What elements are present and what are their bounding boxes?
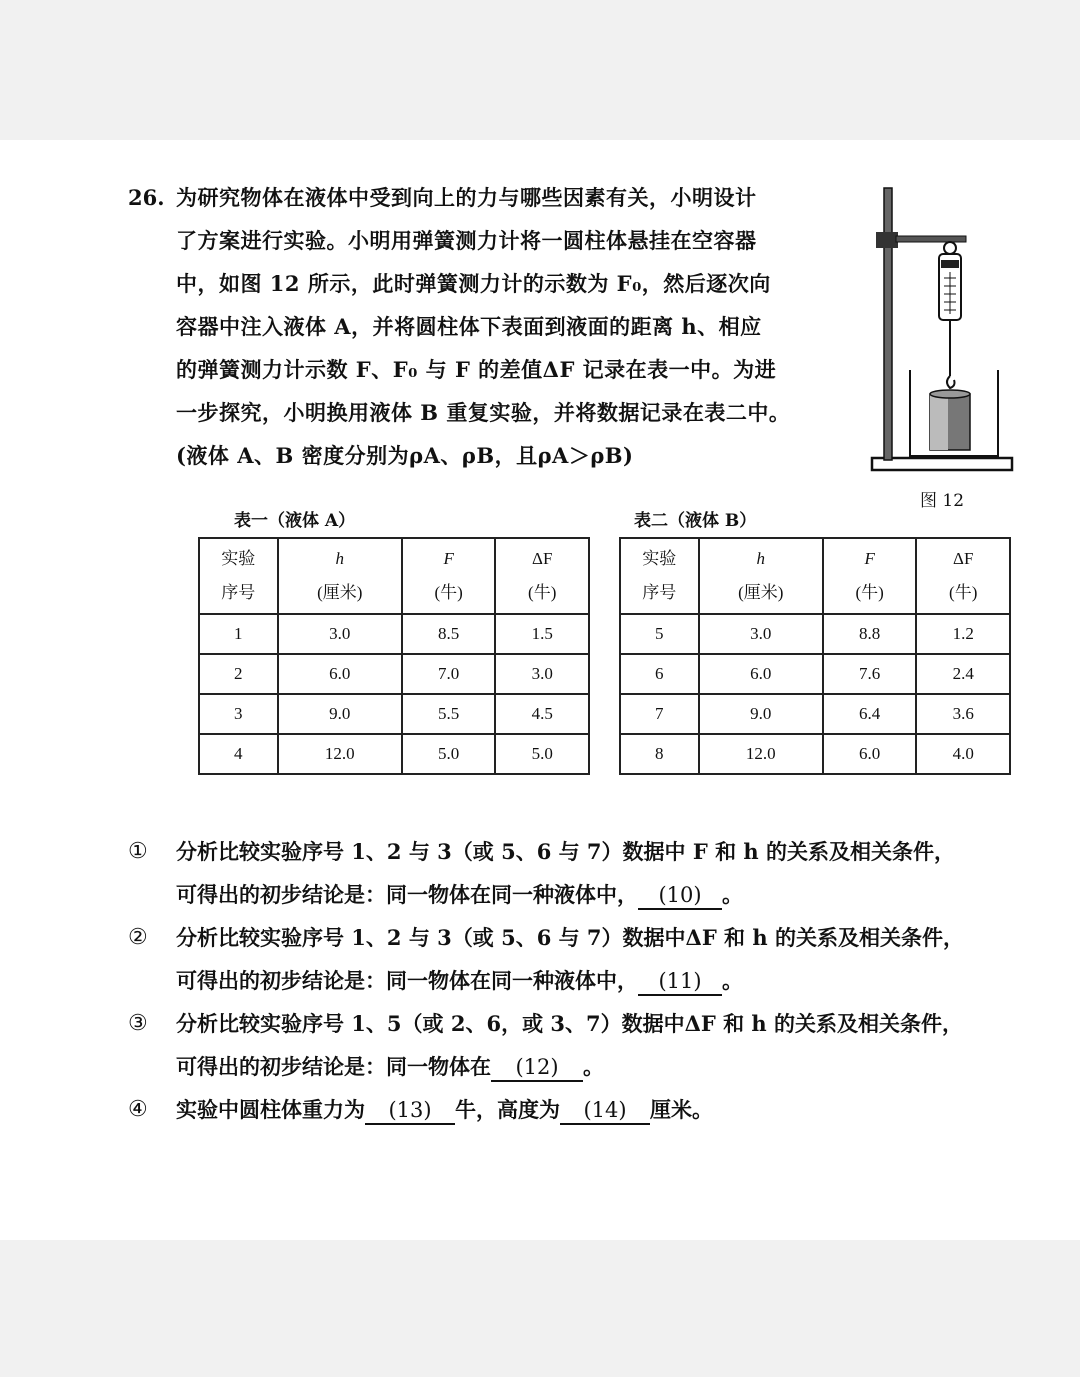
subquestion-3 (128, 1002, 1048, 1088)
table-row (199, 614, 589, 654)
subquestion-line: 可得出的初步结论是：同一物体在 (12) 。 (176, 1045, 1048, 1088)
table-cell: 1.2 (916, 614, 1010, 654)
table-cell: 6.0 (699, 654, 823, 694)
table-row (199, 654, 589, 694)
subquestion-2 (128, 916, 1048, 1002)
table-cell: 7.6 (823, 654, 917, 694)
table-cell: 7 (620, 694, 699, 734)
table-cell: 3.6 (916, 694, 1010, 734)
table-row (199, 734, 589, 774)
stem-line: 了方案进行实验。小明用弹簧测力计将一圆柱体悬挂在空容器 (176, 228, 757, 253)
arm-hook (944, 242, 956, 254)
stem-line: 容器中注入液体 A，并将圆柱体下表面到液面的距离 h、相应 (176, 314, 762, 339)
stand-base (872, 458, 1012, 470)
table-row (620, 614, 1010, 654)
table-cell: 5.5 (402, 694, 496, 734)
table-cell: 5.0 (495, 734, 589, 774)
table-cell: 8 (620, 734, 699, 774)
table2-caption: 表二（液体 B） (634, 511, 757, 531)
subquestion-line: 可得出的初步结论是：同一物体在同一种液体中， (11) 。 (176, 959, 1048, 1002)
stand-rod (884, 188, 892, 460)
answer-blank[interactable]: (12) (491, 1054, 583, 1082)
subquestion-marker: ④ (128, 1097, 148, 1122)
table-header-row (620, 538, 1010, 614)
table-row (199, 694, 589, 734)
table-cell: 6.0 (823, 734, 917, 774)
table-cell: 6.0 (278, 654, 402, 694)
table1-caption: 表一（液体 A） (234, 511, 356, 531)
table-cell: 4.0 (916, 734, 1010, 774)
subquestion-line: 分析比较实验序号 1、5（或 2、6，或 3、7）数据中ΔF 和 h 的关系及相关条件， (176, 1011, 964, 1036)
header-cell: 实验 序号 (620, 538, 699, 614)
subquestion-4 (128, 1088, 1048, 1131)
table-cell: 9.0 (699, 694, 823, 734)
table-cell: 12.0 (699, 734, 823, 774)
figure-caption: 图 12 (920, 491, 965, 511)
header-cell: h (厘米) (699, 538, 823, 614)
table-cell: 3.0 (699, 614, 823, 654)
table-cell: 4 (199, 734, 278, 774)
subquestion-marker: ③ (128, 1011, 148, 1036)
header-cell: ΔF (牛) (916, 538, 1010, 614)
stem-line: 的弹簧测力计示数 F、F₀ 与 F 的差值ΔF 记录在表一中。为进 (176, 357, 777, 382)
stand-clamp (876, 232, 898, 248)
figure-12-apparatus (860, 180, 1020, 520)
header-cell: h (厘米) (278, 538, 402, 614)
subquestion-marker: ① (128, 839, 148, 864)
table-cell: 2.4 (916, 654, 1010, 694)
table-cell: 5 (620, 614, 699, 654)
header-cell: F (牛) (402, 538, 496, 614)
table-row (620, 734, 1010, 774)
table-cell: 3.0 (278, 614, 402, 654)
table2 (619, 537, 1011, 775)
table-cell: 8.5 (402, 614, 496, 654)
table-cell: 3 (199, 694, 278, 734)
header-cell: 实验 序号 (199, 538, 278, 614)
stem-line: 为研究物体在液体中受到向上的力与哪些因素有关，小明设计 (176, 185, 757, 210)
question-stem (128, 176, 848, 477)
table-cell: 1 (199, 614, 278, 654)
answer-blank[interactable]: (14) (560, 1097, 650, 1125)
table-cell: 8.8 (823, 614, 917, 654)
answer-blank[interactable]: (11) (638, 968, 722, 996)
answer-blank[interactable]: (10) (638, 882, 722, 910)
header-cell: ΔF (牛) (495, 538, 589, 614)
stem-line: 一步探究，小明换用液体 B 重复实验，并将数据记录在表二中。 (176, 400, 791, 425)
table-cell: 1.5 (495, 614, 589, 654)
table-cell: 4.5 (495, 694, 589, 734)
table-cell: 2 (199, 654, 278, 694)
table-cell: 5.0 (402, 734, 496, 774)
table-cell: 3.0 (495, 654, 589, 694)
header-cell: F (牛) (823, 538, 917, 614)
stem-line: (液体 A、B 密度分别为ρA、ρB，且ρA＞ρB) (176, 443, 634, 468)
table-cell: 6 (620, 654, 699, 694)
table1 (198, 537, 590, 775)
answer-blank[interactable]: (13) (365, 1097, 455, 1125)
subquestion-line: 分析比较实验序号 1、2 与 3（或 5、6 与 7）数据中 F 和 h 的关系及相关条件， (176, 839, 955, 864)
table-cell: 9.0 (278, 694, 402, 734)
subquestion-line: 可得出的初步结论是：同一物体在同一种液体中， (10) 。 (176, 873, 1048, 916)
table-row (620, 694, 1010, 734)
table-row (620, 654, 1010, 694)
subquestion-marker: ② (128, 925, 148, 950)
table-cell: 6.4 (823, 694, 917, 734)
subquestion-line: 分析比较实验序号 1、2 与 3（或 5、6 与 7）数据中ΔF 和 h 的关系及相关条件， (176, 925, 964, 950)
stem-line: 中，如图 12 所示，此时弹簧测力计的示数为 F₀，然后逐次向 (176, 271, 771, 296)
table-cell: 7.0 (402, 654, 496, 694)
stand-arm (896, 236, 966, 242)
question-number: 26. (128, 185, 165, 210)
subquestion-1 (128, 830, 1048, 916)
table-header-row (199, 538, 589, 614)
table-cell: 12.0 (278, 734, 402, 774)
subquestion-line: 实验中圆柱体重力为 (13) 牛，高度为 (14) 厘米。 (176, 1088, 1048, 1131)
